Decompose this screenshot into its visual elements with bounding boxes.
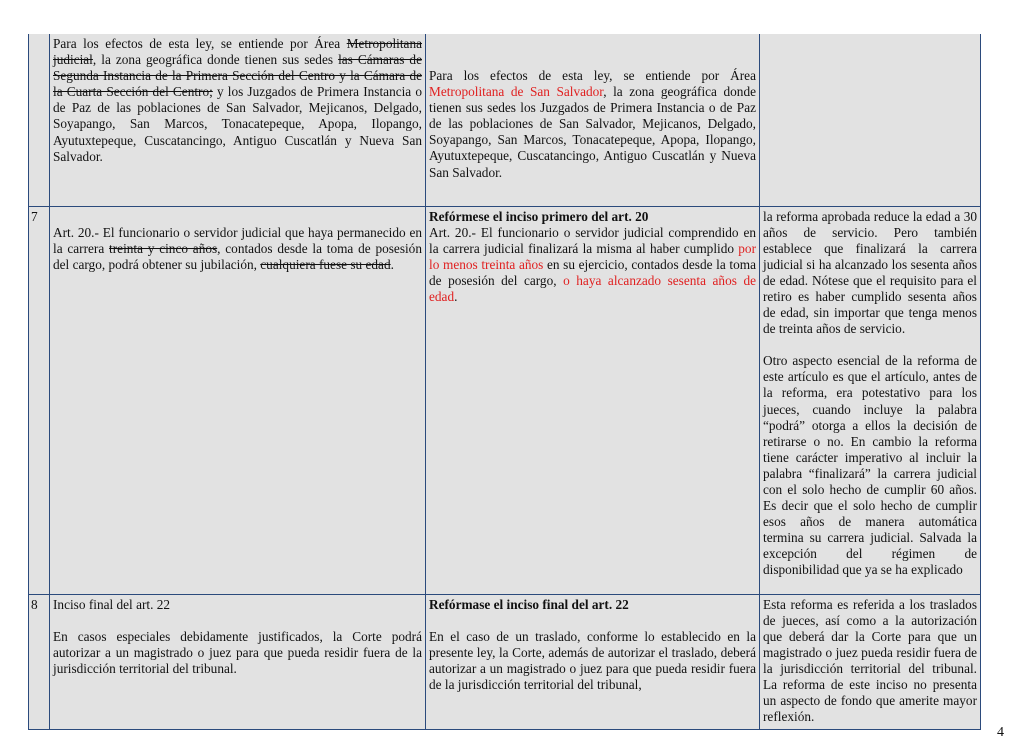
comment-paragraph: la reforma aprobada reduce la edad a 30 años de servicio. Pero también establece que finalizará la carrera judicial si ha alcanzado los sesenta años de edad. Nótese que el requisito para el retiro es haber cumplido sesenta años de edad, sin importar que tenga menos de treinta años de servicio. bbox=[763, 208, 977, 337]
reform-text-cell bbox=[426, 594, 760, 730]
deleted-text: Metropolitana judicial bbox=[53, 36, 422, 68]
current-title: Inciso final del art. 22 bbox=[53, 596, 171, 612]
table-row bbox=[29, 206, 981, 594]
reform-text-cell bbox=[426, 206, 760, 594]
deleted-text: las Cámaras de Segunda Instancia de la Primera Sección del Centro y la Cámara de la Cuarta Sección del Centro; bbox=[53, 52, 422, 100]
reform-heading: Refórmese el inciso primero del art. 20 bbox=[429, 208, 649, 224]
deleted-text: cualquiera fuese su edad bbox=[260, 256, 391, 272]
comment-paragraph: Otro aspecto esencial de la reforma de este artículo es que el artículo, antes de la reforma, era potestativo para los jueces, cuando incluye la palabra “podrá” otorga a ellos la decisión de retirarse o no. En cambio la reforma tiene carácter imperativo al incluir la palabra “finalizará” la carrera judicial con el solo hecho de cumplir 60 años. Es decir que el solo hecho de cumplir esos años de manera automática termina su carrera judicial. Salvada la excepción del régimen de disponibilidad que ya se ha explicado bbox=[763, 353, 977, 578]
comment-cell bbox=[760, 206, 981, 594]
comment-cell bbox=[760, 594, 981, 730]
comment-cell bbox=[760, 34, 981, 206]
current-text: Para los efectos de esta ley, se entiende por Área Metropolitana judicial, la zona geográfica donde tienen sus sedes las Cámaras de Segunda Instancia de la Primera Sección del Centro y la Cámara de la Cuarta Sección del Centro; y los Juzgados de Primera Instancia o de Paz de las poblaciones de San Salvador, Mejicanos, Delgado, Soyapango, San Marcos, Tonacatepeque, Apopa, Ilopango, Ayutuxtepeque, Cuscatancingo, Antiguo Cuscatlán y Nueva San Salvador. bbox=[53, 36, 423, 164]
page-number: 4 bbox=[997, 725, 1004, 740]
table-row bbox=[29, 594, 981, 730]
current-text: Art. 20.- El funcionario o servidor judicial que haya permanecido en la carrera treinta y cinco años, contados desde la toma de posesión del cargo, podrá obtener su jubilación, cualquiera fuese su edad. bbox=[53, 224, 422, 272]
row-number: 7 bbox=[29, 206, 50, 594]
deleted-text: treinta y cinco años bbox=[109, 240, 218, 256]
row-number: 8 bbox=[29, 594, 50, 730]
comparison-table bbox=[28, 34, 981, 730]
reform-heading: Refórmase el inciso final del art. 22 bbox=[429, 596, 629, 612]
reform-text: En el caso de un traslado, conforme lo establecido en la presente ley, la Corte, además de autorizar el traslado, deberá autorizar a un magistrado o juez para que pueda residir fuera de la jurisdicción territorial del tribunal, bbox=[429, 628, 756, 692]
current-text-cell bbox=[50, 206, 426, 594]
reform-text-cell bbox=[426, 34, 760, 206]
row-number bbox=[29, 34, 50, 206]
reform-text: Para los efectos de esta ley, se entiende por Área Metropolitana de San Salvador, la zona geográfica donde tienen sus sedes los Juzgados de Primera Instancia o de Paz de las poblaciones de San Salvador, Mejicanos, Delgado, Soyapango, San Marcos, Tonacatepeque, Apopa, Ilopango, Ayutuxtepeque, Cuscatancingo, Antiguo Cuscatlán y Nueva San Salvador. bbox=[429, 68, 757, 180]
reformed-text: por lo menos treinta años bbox=[429, 240, 756, 272]
current-text-cell bbox=[50, 594, 426, 730]
reformed-text: o haya alcanzado sesenta años de edad bbox=[429, 272, 756, 304]
reformed-text: Metropolitana de San Salvador bbox=[429, 84, 604, 100]
reform-text: Art. 20.- El funcionario o servidor judicial comprendido en la carrera judicial finalizará la misma al haber cumplido por lo menos treinta años en su ejercicio, contados desde la toma de posesión del cargo, o haya alcanzado sesenta años de edad. bbox=[429, 224, 756, 304]
current-text-cell bbox=[50, 34, 426, 206]
current-text: En casos especiales debidamente justificados, la Corte podrá autorizar a un magistrado o juez para que pueda residir fuera de la jurisdicción territorial del tribunal. bbox=[53, 628, 422, 676]
comment-paragraph: Esta reforma es referida a los traslados de jueces, así como a la autorización que deberá dar la Corte para que un magistrado o juez pueda residir fuera de la jurisdicción territorial del tribunal. La reforma de este inciso no presenta un aspecto de fondo que amerite mayor reflexión. bbox=[763, 596, 977, 725]
table-row bbox=[29, 34, 981, 206]
